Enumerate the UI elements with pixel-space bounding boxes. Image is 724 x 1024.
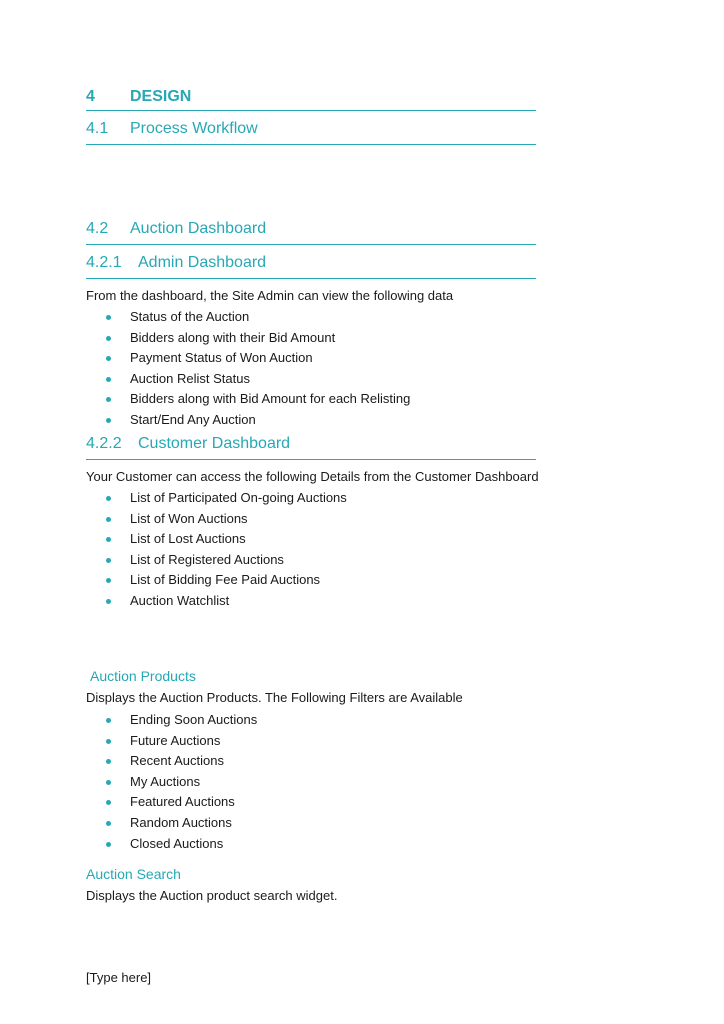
heading-title: Admin Dashboard xyxy=(138,254,267,271)
bullet-icon xyxy=(106,397,111,402)
auction-search-heading: Auction Search xyxy=(86,866,181,882)
bullet-icon xyxy=(106,537,111,542)
list-item: Recent Auctions xyxy=(106,751,257,772)
customer-intro-paragraph: Your Customer can access the following Details from the Customer Dashboard xyxy=(86,469,539,484)
list-item: Ending Soon Auctions xyxy=(106,710,257,731)
list-item: List of Participated On-going Auctions xyxy=(106,488,347,509)
list-item: List of Registered Auctions xyxy=(106,550,347,571)
bullet-icon xyxy=(106,599,111,604)
heading-number: 4.1 xyxy=(86,120,109,137)
list-item: Payment Status of Won Auction xyxy=(106,348,410,369)
list-item: Bidders along with their Bid Amount xyxy=(106,328,410,349)
bullet-icon xyxy=(106,558,111,563)
admin-dashboard-list xyxy=(106,307,410,431)
heading-section-4-2-2 xyxy=(86,435,536,460)
bullet-icon xyxy=(106,517,111,522)
footer-placeholder: [Type here] xyxy=(86,970,152,985)
bullet-icon xyxy=(106,336,111,341)
heading-title: Process Workflow xyxy=(130,120,258,137)
bullet-icon xyxy=(106,800,111,805)
heading-title: Auction Dashboard xyxy=(130,220,267,237)
list-item: Auction Watchlist xyxy=(106,591,347,612)
auction-search-paragraph: Displays the Auction product search widget. xyxy=(86,888,338,903)
list-item: Auction Relist Status xyxy=(106,369,410,390)
list-item: Featured Auctions xyxy=(106,792,257,813)
list-item: Start/End Any Auction xyxy=(106,410,410,431)
bullet-icon xyxy=(106,315,111,320)
bullet-icon xyxy=(106,418,111,423)
heading-section-4-2-1 xyxy=(86,254,536,279)
bullet-icon xyxy=(106,718,111,723)
bullet-icon xyxy=(106,842,111,847)
list-item: List of Won Auctions xyxy=(106,509,347,530)
list-item: My Auctions xyxy=(106,772,257,793)
heading-title: Customer Dashboard xyxy=(138,435,291,452)
heading-number: 4 xyxy=(86,88,95,105)
list-item: Future Auctions xyxy=(106,731,257,752)
bullet-icon xyxy=(106,739,111,744)
bullet-icon xyxy=(106,578,111,583)
list-item: Random Auctions xyxy=(106,813,257,834)
bullet-icon xyxy=(106,759,111,764)
bullet-icon xyxy=(106,377,111,382)
heading-section-4-1 xyxy=(86,120,536,145)
heading-section-4-2 xyxy=(86,220,536,245)
heading-section-4 xyxy=(86,88,536,111)
customer-dashboard-list xyxy=(106,488,347,612)
list-item: Status of the Auction xyxy=(106,307,410,328)
heading-title: DESIGN xyxy=(130,88,192,105)
admin-intro-paragraph: From the dashboard, the Site Admin can view the following data xyxy=(86,288,454,303)
bullet-icon xyxy=(106,780,111,785)
auction-products-intro: Displays the Auction Products. The Following Filters are Available xyxy=(86,690,463,705)
bullet-icon xyxy=(106,496,111,501)
list-item: List of Lost Auctions xyxy=(106,529,347,550)
list-item: Closed Auctions xyxy=(106,834,257,855)
list-item: Bidders along with Bid Amount for each Relisting xyxy=(106,389,410,410)
auction-products-heading: Auction Products xyxy=(90,668,196,684)
bullet-icon xyxy=(106,356,111,361)
heading-number: 4.2 xyxy=(86,220,109,237)
heading-number: 4.2.2 xyxy=(86,435,122,452)
heading-number: 4.2.1 xyxy=(86,254,122,271)
auction-products-filter-list xyxy=(106,710,257,854)
list-item: List of Bidding Fee Paid Auctions xyxy=(106,570,347,591)
bullet-icon xyxy=(106,821,111,826)
